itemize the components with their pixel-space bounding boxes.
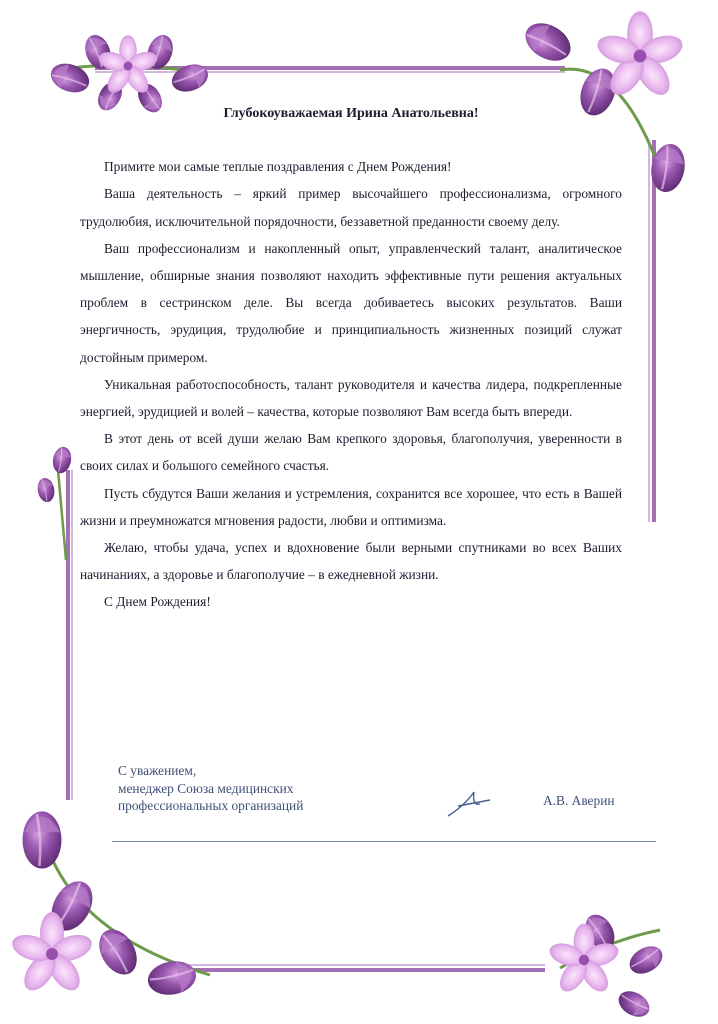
letter-body bbox=[80, 100, 622, 616]
tulip-cluster-left-middle bbox=[36, 445, 73, 560]
paragraph: Ваша деятельность – яркий пример высочайшего профессионализма, огромного трудолюбия, исключительной порядочности, беззаветной преданности своему делу. bbox=[80, 186, 622, 229]
paragraph: Ваш профессионализм и накопленный опыт, управленческий талант, аналитическое мышление, обширные знания позволяют находить эффективные пути решения актуальных проблем в сестринском деле. Вы всегда добиваетесь высоких результатов. Ваши энергичность, эрудиция, трудолюбие и принципиальность жизненных позиций служат достойным примером. bbox=[80, 240, 622, 365]
paragraph: В этот день от всей души желаю Вам крепкого здоровья, благополучия, уверенности в своих силах и большого семейного счастья. bbox=[80, 431, 622, 474]
paragraph: Пусть сбудутся Ваши желания и устремления, сохранится все хорошее, что есть в Вашей жизни и преумножатся мгновения радости, любви и оптимизма. bbox=[80, 485, 622, 528]
paragraph: Уникальная работоспособность, талант руководителя и качества лидера, подкрепленные энергией, эрудицией и волей – качества, которые позволяют Вам всегда быть впереди. bbox=[80, 376, 622, 420]
signature-lines bbox=[118, 762, 303, 815]
signature-line: менеджер Союза медицинских bbox=[118, 780, 294, 796]
signature-line: С уважением, bbox=[118, 763, 197, 778]
signature-line: профессиональных организаций bbox=[118, 798, 304, 813]
signatory-name: А.В. Аверин bbox=[543, 793, 615, 808]
paragraph: Примите мои самые теплые поздравления с Днем Рождения! bbox=[104, 159, 452, 175]
closing-line: С Днем Рождения! bbox=[104, 594, 211, 610]
tulip-cluster-bottom-left bbox=[9, 811, 210, 998]
signature-rule bbox=[112, 841, 656, 842]
tulip-cluster-bottom-right bbox=[547, 909, 668, 1022]
signature-mark-icon bbox=[444, 786, 494, 822]
greeting-heading: Глубокоуважаемая Ирина Анатольевна! bbox=[223, 106, 479, 121]
paragraph: Желаю, чтобы удача, успех и вдохновение были верными спутниками во всех Ваших начинаниях, а здоровье и благополучие – в ежедневной жизни. bbox=[80, 540, 622, 583]
signature-block bbox=[118, 762, 638, 832]
